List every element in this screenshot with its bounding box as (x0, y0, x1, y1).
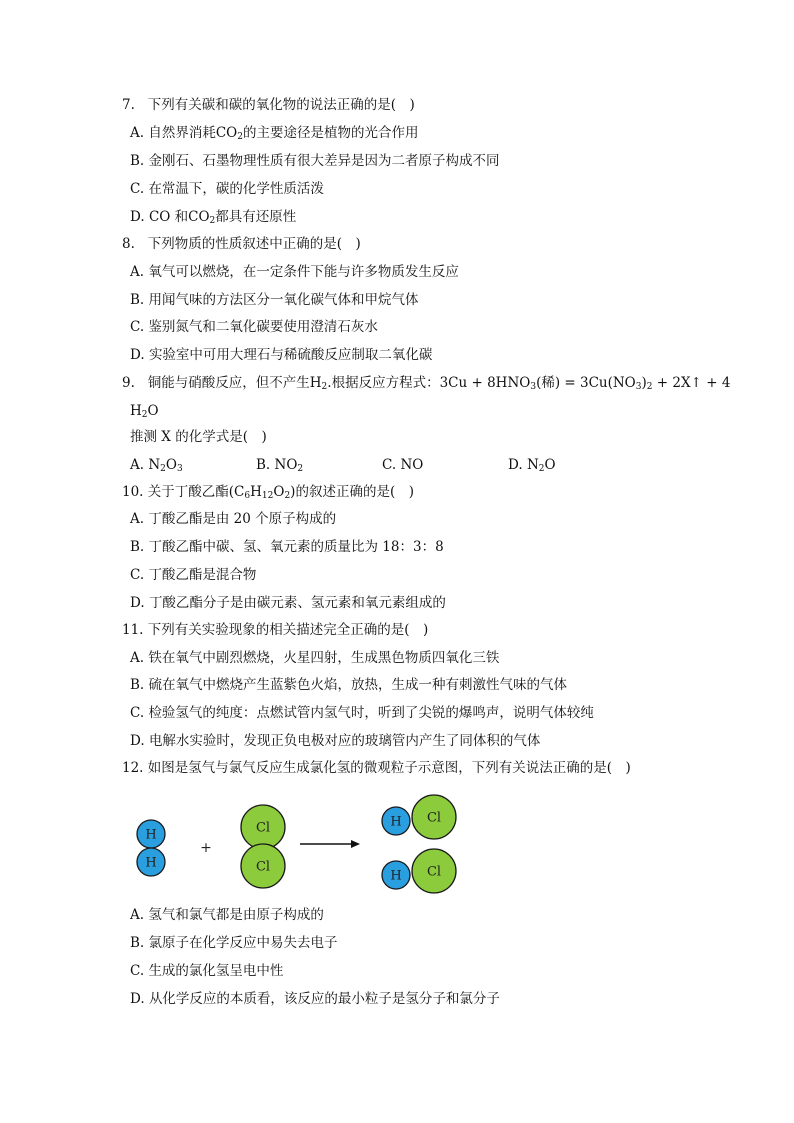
question-9-stem-line2: $H_2O$ (130, 403, 159, 420)
question-9-options (130, 456, 590, 474)
question-7-option-d: D. CO 和$CO_2$都具有还原性 (130, 209, 297, 226)
question-12-option-c: C. 生成的氯化氢呈电中性 (130, 963, 284, 979)
hydrogen-label: H (390, 868, 402, 884)
question-10-option-a: A. 丁酸乙酯是由 20 个原子构成的 (130, 511, 337, 527)
plus-sign: + (200, 840, 212, 856)
chlorine-label: Cl (255, 820, 271, 836)
question-11-stem: 11. 下列有关实验现象的相关描述完全正确的是( ) (122, 622, 429, 638)
arrow-icon (300, 840, 360, 848)
question-12-option-b: B. 氯原子在化学反应中易失去电子 (130, 935, 338, 951)
hydrogen-label: H (145, 827, 157, 843)
question-10-option-b: B. 丁酸乙酯中碳、氢、氧元素的质量比为 18：3：8 (130, 539, 444, 555)
question-7-option-c: C. 在常温下，碳的化学性质活泼 (130, 181, 324, 197)
hydrogen-chloride-molecule-bottom (382, 849, 456, 893)
question-8-stem: 8. 下列物质的性质叙述中正确的是( ) (122, 236, 361, 252)
question-11-option-b: B. 硫在氧气中燃烧产生蓝紫色火焰，放热，生成一种有刺激性气味的气体 (130, 677, 568, 693)
question-8-option-a: A. 氧气可以燃烧，在一定条件下能与许多物质发生反应 (130, 264, 459, 280)
question-8-option-b: B. 用闻气味的方法区分一氧化碳气体和甲烷气体 (130, 292, 419, 308)
question-10-option-d: D. 丁酸乙酯分子是由碳元素、氢元素和氧元素组成的 (130, 595, 446, 611)
question-11-option-d: D. 电解水实验时，发现正负电极对应的玻璃管内产生了同体积的气体 (130, 733, 541, 749)
question-8-option-d: D. 实验室中可用大理石与稀硫酸反应制取二氧化碳 (130, 347, 433, 363)
hydrogen-label: H (145, 855, 157, 871)
hydrogen-molecule (137, 820, 165, 876)
question-7-option-b: B. 金刚石、石墨物理性质有很大差异是因为二者原子构成不同 (130, 153, 500, 169)
chlorine-molecule (241, 805, 285, 888)
question-10-stem: 10. 关于丁酸乙酯$(C_6H_{12}O_2)$的叙述正确的是( ) (122, 484, 414, 501)
question-12-option-a: A. 氢气和氯气都是由原子构成的 (130, 907, 324, 923)
question-9-option-b: B. $NO_2$ (256, 457, 304, 474)
question-7-option-a: A. 自然界消耗$CO_2$的主要途径是植物的光合作用 (130, 125, 419, 142)
question-7-stem: 7. 下列有关碳和碳的氧化物的说法正确的是( ) (122, 97, 415, 113)
chlorine-label: Cl (426, 864, 442, 880)
question-9-option-d: D. $N_2O$ (508, 457, 556, 474)
question-9-option-a: A. $N_2O_3$ (130, 457, 183, 474)
question-12-option-d: D. 从化学反应的本质看，该反应的最小粒子是氢分子和氯分子 (130, 991, 500, 1007)
chlorine-label: Cl (255, 859, 271, 875)
hydrogen-chloride-molecule-top (382, 795, 456, 839)
question-9-stem: 9. 铜能与硝酸反应，但不产生$H_2$.根据反应方程式：$3Cu + 8HNO_3$(稀) = $3Cu(NO_3)_2$ + 2X↑ + 4 (122, 375, 731, 392)
question-10-option-c: C. 丁酸乙酯是混合物 (130, 567, 257, 583)
reaction-diagram (125, 790, 485, 895)
question-11-option-c: C. 检验氢气的纯度：点燃试管内氢气时，听到了尖锐的爆鸣声，说明气体较纯 (130, 705, 594, 721)
hydrogen-label: H (390, 814, 402, 830)
question-11-option-a: A. 铁在氧气中剧烈燃烧，火星四射，生成黑色物质四氧化三铁 (130, 650, 500, 666)
chlorine-label: Cl (426, 810, 442, 826)
question-9-stem-line3: 推测 X 的化学式是( ) (130, 429, 267, 445)
question-8-option-c: C. 鉴别氮气和二氧化碳要使用澄清石灰水 (130, 319, 378, 335)
question-9-option-c: C. NO (382, 457, 424, 473)
question-12-stem: 12. 如图是氢气与氯气反应生成氯化氢的微观粒子示意图，下列有关说法正确的是( ) (122, 760, 631, 776)
